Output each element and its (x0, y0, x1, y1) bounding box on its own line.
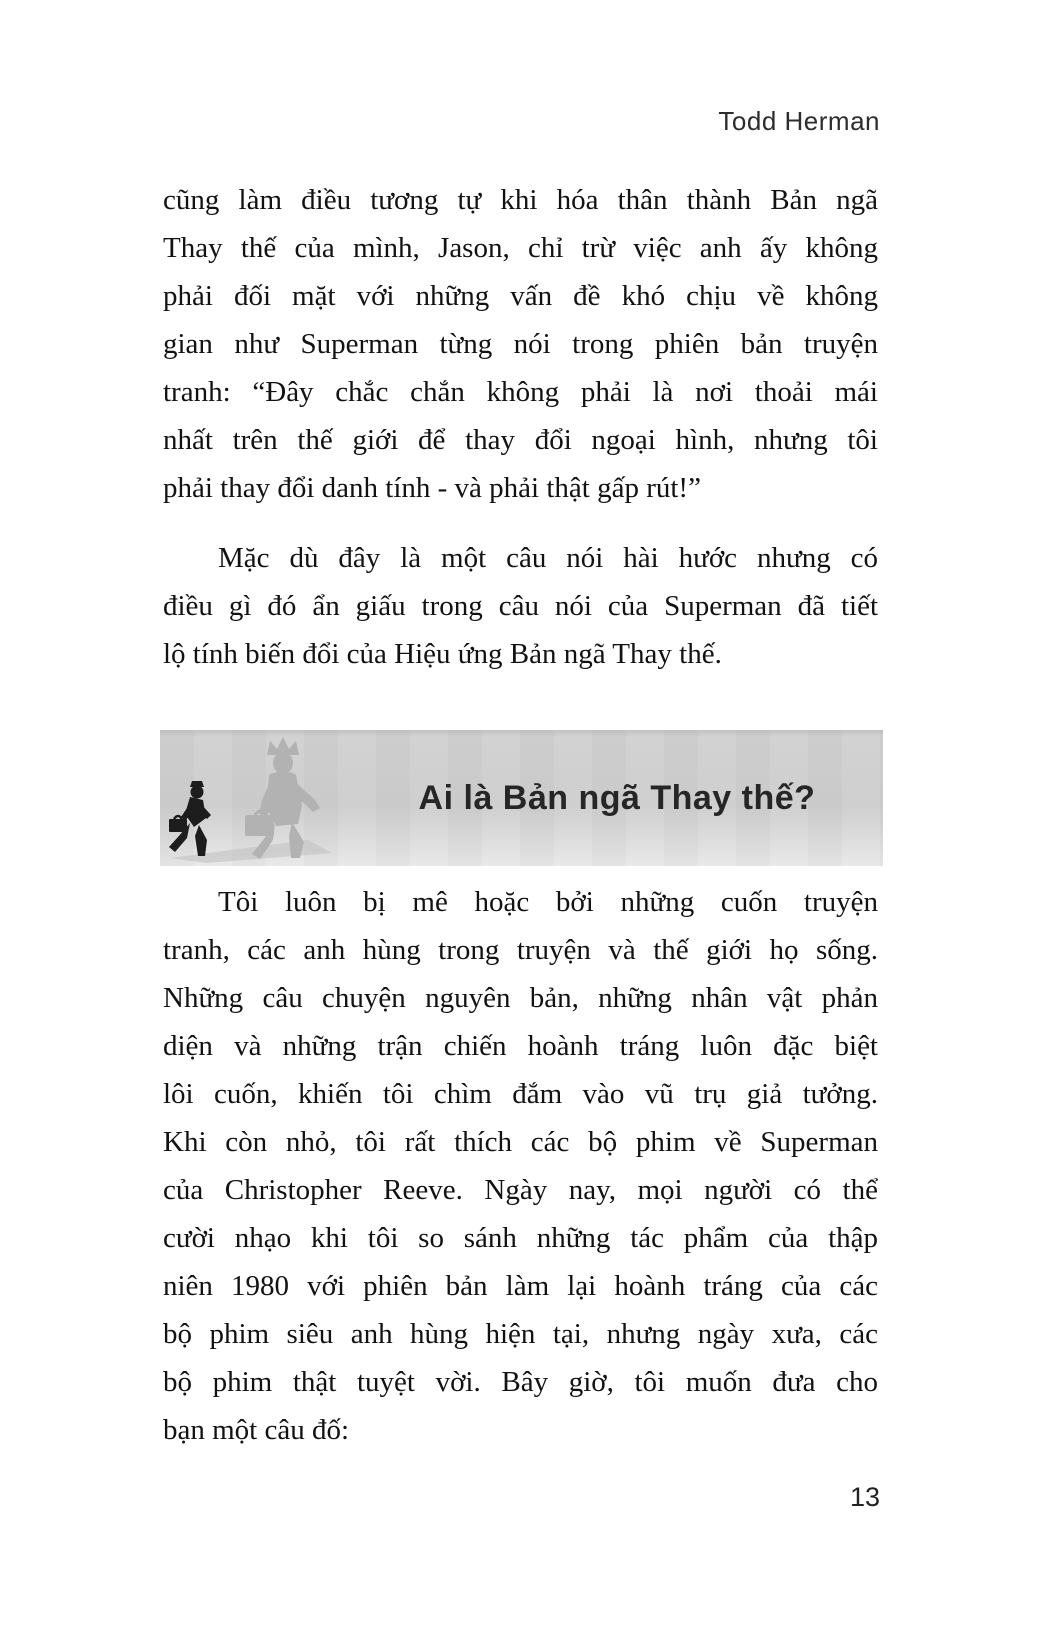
text-line: điều gì đó ẩn giấu trong câu nói của Superman đã tiết (163, 590, 878, 622)
text-line: lôi cuốn, khiến tôi chìm đắm vào vũ trụ giả tưởng. (163, 1078, 878, 1110)
paragraph-1 (163, 176, 878, 512)
page-number: 13 (849, 1482, 880, 1512)
text-line: bạn một câu đố: (163, 1414, 350, 1446)
text-line: bộ phim siêu anh hùng hiện tại, nhưng ngày xưa, các (163, 1318, 878, 1350)
text-line: phải thay đổi danh tính - và phải thật gấp rút!” (163, 472, 701, 504)
text-line: cũng làm điều tương tự khi hóa thân thành Bản ngã (163, 184, 878, 216)
section-banner (160, 730, 883, 866)
running-header-author: Todd Herman (718, 106, 880, 136)
text-line: bộ phim thật tuyệt vời. Bây giờ, tôi muốn đưa cho (163, 1366, 878, 1398)
text-line: nhất trên thế giới để thay đổi ngoại hình, nhưng tôi (163, 424, 878, 456)
text-line: Những câu chuyện nguyên bản, những nhân vật phản (163, 982, 878, 1014)
text-line: Tôi luôn bị mê hoặc bởi những cuốn truyện (218, 886, 878, 918)
paragraph-3 (163, 878, 878, 1454)
text-line: tranh, các anh hùng trong truyện và thế giới họ sống. (163, 934, 878, 966)
text-line: niên 1980 với phiên bản làm lại hoành tráng của các (163, 1270, 878, 1302)
text-line: của Christopher Reeve. Ngày nay, mọi người có thể (163, 1174, 878, 1206)
small-man-silhouette (169, 781, 211, 856)
floor-shadow (170, 840, 332, 863)
text-line: gian như Superman từng nói trong phiên bản truyện (163, 328, 878, 360)
text-line: tranh: “Đây chắc chắn không phải là nơi thoải mái (163, 376, 878, 408)
text-line: Mặc dù đây là một câu nói hài hước nhưng có (218, 542, 878, 574)
text-line: Khi còn nhỏ, tôi rất thích các bộ phim về Superman (163, 1126, 878, 1158)
text-line: phải đối mặt với những vấn đề khó chịu về không (163, 280, 878, 312)
text-line: diện và những trận chiến hoành tráng luôn đặc biệt (163, 1030, 878, 1062)
section-title: Ai là Bản ngã Thay thế? (418, 778, 816, 817)
text-line: lộ tính biến đổi của Hiệu ứng Bản ngã Thay thế. (163, 638, 722, 670)
paragraph-2 (163, 534, 878, 678)
businessman-with-crowned-shadow-icon (160, 730, 380, 866)
text-line: cười nhạo khi tôi so sánh những tác phẩm của thập (163, 1222, 878, 1254)
text-line: Thay thế của mình, Jason, chỉ trừ việc anh ấy không (163, 232, 878, 264)
